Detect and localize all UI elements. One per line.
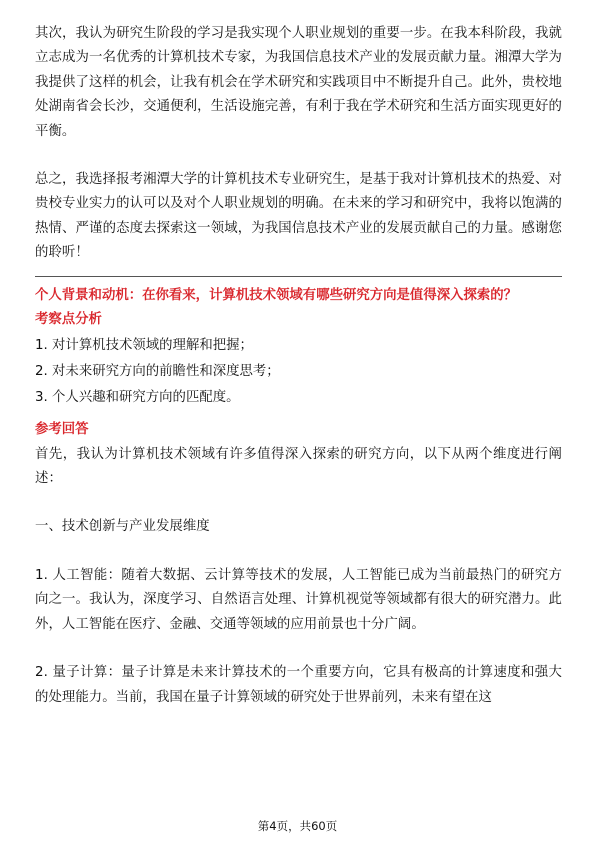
paragraph-gap (35, 144, 562, 168)
spacer (35, 411, 562, 417)
answer-label: 参考回答 (35, 421, 89, 437)
answer-point-ai: 1. 人工智能：随着大数据、云计算等技术的发展，人工智能已成为当前最热门的研究方向之一。我认为，深度学习、自然语言处理、计算机视觉等领域都有很大的研究潜力。此外，人工智能在医疗、金融、交通等领域的应用前景也十分广阔。 (35, 567, 562, 632)
paragraph-conclusion: 总之，我选择报考湘潭大学的计算机技术专业研究生，是基于我对计算机技术的热爱、对贵校专业实力的认可以及对个人职业规划的明确。在未来的学习和研究中，我将以饱满的热情、严谨的态度去探索这一领域，为我国信息技术产业的发展贡献自己的力量。感谢您的聆听！ (35, 172, 562, 261)
question-heading: 个人背景和动机：在你看来，计算机技术领域有哪些研究方向是值得深入探索的？ (35, 287, 518, 303)
section-divider (35, 276, 562, 277)
document-page (35, 22, 562, 710)
answer-section-heading: 一、技术创新与产业发展维度 (35, 519, 210, 535)
answer-point-quantum: 2. 量子计算：量子计算是未来计算技术的一个重要方向，它具有极高的计算速度和强大的处理能力。当前，我国在量子计算领域的研究处于世界前列，未来有望在这 (35, 665, 562, 705)
analysis-item-3: 3. 个人兴趣和研究方向的匹配度。 (35, 389, 240, 405)
paragraph-gap (35, 637, 562, 661)
analysis-item-1: 1. 对计算机技术领域的理解和把握； (35, 337, 253, 353)
analysis-label: 考察点分析 (35, 311, 102, 327)
analysis-item-2: 2. 对未来研究方向的前瞻性和深度思考； (35, 363, 280, 379)
page-number-footer: 第4页，共60页 (257, 819, 338, 833)
paragraph-motivation-career: 其次，我认为研究生阶段的学习是我实现个人职业规划的重要一步。在我本科阶段，我就立志成为一名优秀的计算机技术专家，为我国信息技术产业的发展贡献力量。湘潭大学为我提供了这样的机会，让我有机会在学术研究和实践项目中不断提升自己。此外，贵校地处湖南省会长沙，交通便利，生活设施完善，有利于我在学术研究和生活方面实现更好的平衡。 (35, 26, 562, 139)
paragraph-gap (35, 491, 562, 515)
paragraph-gap (35, 540, 562, 564)
answer-intro: 首先，我认为计算机技术领域有许多值得深入探索的研究方向，以下从两个维度进行阐述： (35, 446, 562, 487)
